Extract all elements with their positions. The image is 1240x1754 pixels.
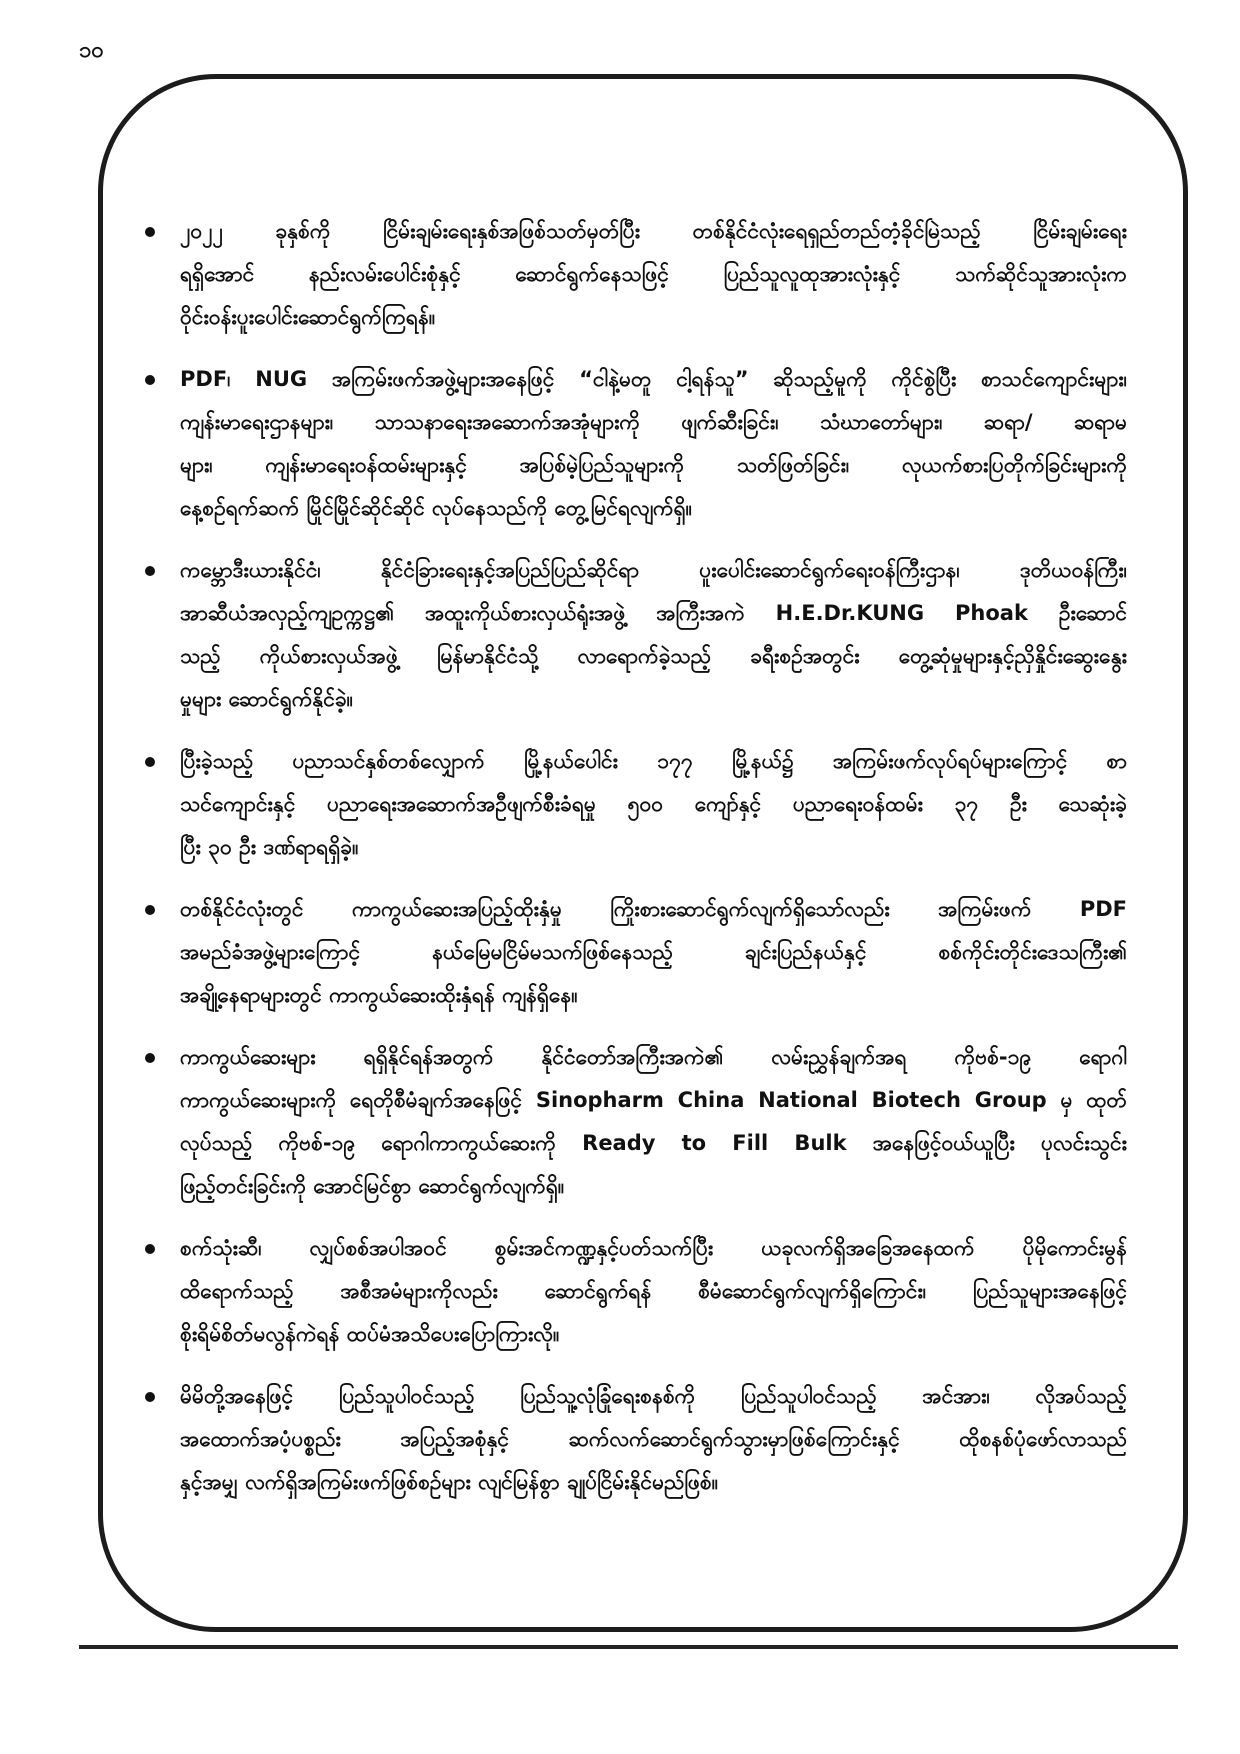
bullet-list bbox=[140, 210, 1140, 1523]
bullet-text-line: ရရှိအောင် နည်းလမ်းပေါင်းစုံနှင့် ဆောင်ရွက်နေသဖြင့် ပြည်သူလူထုအားလုံးနှင့် သက်ဆိုင်သူအားလုံးက bbox=[180, 262, 1127, 286]
bullet-text-line: ဖြည့်တင်းခြင်းကို အောင်မြင်စွာ ဆောင်ရွက်လျက်ရှိ။ bbox=[180, 1174, 565, 1198]
bullet-text-line: ပြီး ၃၀ ဦး ဒဏ်ရာရရှိခဲ့။ bbox=[180, 835, 359, 859]
footer-rule bbox=[79, 1645, 1178, 1649]
bullet-dot-icon bbox=[145, 375, 155, 385]
bullet-item bbox=[140, 740, 1140, 869]
bullet-item bbox=[140, 1227, 1140, 1356]
bullet-dot-icon bbox=[145, 905, 155, 915]
bullet-text-line: တစ်နိုင်ငံလုံးတွင် ကာကွယ်ဆေးအပြည့်ထိုးနှံမှု ကြိုးစားဆောင်ရွက်လျက်ရှိသော်လည်း အကြမ်းဖက် PDF bbox=[180, 897, 1127, 921]
bullet-text-line: အထောက်အပံ့ပစ္စည်း အပြည့်အစုံနှင့် ဆက်လက်ဆောင်ရွက်သွားမှာဖြစ်ကြောင်းနှင့် ထိုစနစ်ပုံဖော်လာသည် bbox=[180, 1427, 1127, 1451]
bullet-item bbox=[140, 549, 1140, 721]
bullet-text bbox=[180, 1375, 1127, 1504]
bullet-item bbox=[140, 358, 1140, 530]
bullet-text-line: ပြီးခဲ့သည့် ပညာသင်နှစ်တစ်လျှောက် မြို့နယ်ပေါင်း ၁၇၇ မြို့နယ်၌ အကြမ်းဖက်လုပ်ရပ်များကြောင့် စာ bbox=[180, 749, 1127, 773]
bullet-text-line: PDF၊ NUG အကြမ်းဖက်အဖွဲ့များအနေဖြင့် “ငါနဲ့မတူ ငါ့ရန်သူ” ဆိုသည့်မူကို ကိုင်စွဲပြီး စာသင်ကျောင်းများ၊ bbox=[180, 367, 1127, 391]
bullet-text-line: လုပ်သည့် ကိုဗစ်-၁၉ ရောဂါကာကွယ်ဆေးကို Ready to Fill Bulk အနေဖြင့်ဝယ်ယူပြီး ပုလင်းသွင်း bbox=[180, 1131, 1127, 1155]
bullet-dot-icon bbox=[145, 1053, 155, 1063]
bullet-text-line: ကာကွယ်ဆေးများ ရရှိနိုင်ရန်အတွက် နိုင်ငံတော်အကြီးအကဲ၏ လမ်းညွှန်ချက်အရ ကိုဗစ်-၁၉ ရောဂါ bbox=[180, 1045, 1127, 1069]
bullet-text-line: ကျန်းမာရေးဌာနများ၊ သာသနာရေးအဆောက်အအုံများကို ဖျက်ဆီးခြင်း၊ သံဃာတော်များ၊ ဆရာ/ ဆရာမ bbox=[180, 410, 1127, 434]
bullet-text-line: ဝိုင်းဝန်းပူးပေါင်းဆောင်ရွက်ကြရန်။ bbox=[180, 305, 436, 329]
bullet-text bbox=[180, 549, 1127, 721]
bullet-item bbox=[140, 1375, 1140, 1504]
bullet-dot-icon bbox=[145, 1244, 155, 1254]
bullet-text-line: ကာကွယ်ဆေးများကို ရေတိုစီမံချက်အနေဖြင့် Sinopharm China National Biotech Group မှ ထုတ် bbox=[180, 1088, 1127, 1112]
bullet-text-line: များ၊ ကျန်းမာရေးဝန်ထမ်းများနှင့် အပြစ်မဲ့ပြည်သူများကို သတ်ဖြတ်ခြင်း၊ လုယက်စားပြတိုက်ခြင်းများကို bbox=[180, 453, 1127, 477]
bullet-text-line: နေ့စဉ်ရက်ဆက် မြိုင်မြိုင်ဆိုင်ဆိုင် လုပ်နေသည်ကို တွေ့မြင်ရလျက်ရှိ။ bbox=[180, 496, 692, 520]
bullet-text-line: စိုးရိမ်စိတ်မလွန်ကဲရန် ထပ်မံအသိပေးပြောကြားလို။ bbox=[180, 1322, 560, 1346]
bullet-text bbox=[180, 210, 1127, 339]
bullet-item bbox=[140, 1036, 1140, 1208]
bullet-text-line: စက်သုံးဆီ၊ လျှပ်စစ်အပါအဝင် စွမ်းအင်ကဏ္ဍနှင့်ပတ်သက်ပြီး ယခုလက်ရှိအခြေအနေထက် ပိုမိုကောင်းမွန် bbox=[180, 1236, 1127, 1260]
bullet-text bbox=[180, 888, 1127, 1017]
bullet-text-line: အမည်ခံအဖွဲ့များကြောင့် နယ်မြေမငြိမ်မသက်ဖြစ်နေသည့် ချင်းပြည်နယ်နှင့် စစ်ကိုင်းတိုင်းဒေသကြီး၏ bbox=[180, 940, 1127, 964]
bullet-text bbox=[180, 1036, 1127, 1208]
bullet-text bbox=[180, 1227, 1127, 1356]
bullet-text-line: နှင့်အမျှ လက်ရှိအကြမ်းဖက်ဖြစ်စဉ်များ လျင်မြန်စွာ ချုပ်ငြိမ်းနိုင်မည်ဖြစ်။ bbox=[180, 1470, 719, 1494]
bullet-text bbox=[180, 740, 1127, 869]
bullet-text-line: မှုများ ဆောင်ရွက်နိုင်ခဲ့။ bbox=[180, 687, 354, 711]
bullet-dot-icon bbox=[145, 1392, 155, 1402]
bullet-text bbox=[180, 358, 1127, 530]
bullet-text-line: အချို့နေရာများတွင် ကာကွယ်ဆေးထိုးနှံရန် ကျန်ရှိနေ။ bbox=[180, 983, 578, 1007]
bullet-text-line: ထိရောက်သည့် အစီအမံများကိုလည်း ဆောင်ရွက်ရန် စီမံဆောင်ရွက်လျက်ရှိကြောင်း၊ ပြည်သူများအနေဖြင့် bbox=[180, 1279, 1127, 1303]
bullet-dot-icon bbox=[145, 566, 155, 576]
bullet-item bbox=[140, 210, 1140, 339]
bullet-text-line: အာဆီယံအလှည့်ကျဥက္ကဋ္ဌ၏ အထူးကိုယ်စားလှယ်ရုံးအဖွဲ့ အကြီးအကဲ H.E.Dr.KUNG Phoak ဦးဆောင် bbox=[180, 601, 1127, 625]
bullet-text-line: ၂၀၂၂ ခုနှစ်ကို ငြိမ်းချမ်းရေးနှစ်အဖြစ်သတ်မှတ်ပြီး တစ်နိုင်ငံလုံးရေရှည်တည်တံ့ခိုင်မြဲသည့် ငြိမ်းချမ်းရေး bbox=[180, 219, 1127, 243]
bullet-text-line: သင်ကျောင်းနှင့် ပညာရေးအဆောက်အဦဖျက်စီးခံရမှု ၅၀၀ ကျော်နှင့် ပညာရေးဝန်ထမ်း ၃၇ ဦး သေဆုံးခဲ့ bbox=[180, 792, 1127, 816]
bullet-item bbox=[140, 888, 1140, 1017]
page-number: ၁၀ bbox=[79, 38, 104, 63]
bullet-text-line: မိမိတို့အနေဖြင့် ပြည်သူပါဝင်သည့် ပြည်သူ့လုံခြုံရေးစနစ်ကို ပြည်သူပါဝင်သည့် အင်အား၊ လိုအပ်သည့် bbox=[180, 1384, 1127, 1408]
bullet-dot-icon bbox=[145, 757, 155, 767]
bullet-text-line: သည့် ကိုယ်စားလှယ်အဖွဲ့ မြန်မာနိုင်ငံသို့ လာရောက်ခဲ့သည့် ခရီးစဉ်အတွင်း တွေ့ဆုံမှုများနှင့်ညှိနှိုင်းဆွေးနွေး bbox=[180, 644, 1127, 668]
bullet-dot-icon bbox=[145, 227, 155, 237]
bullet-text-line: ကမ္ဘောဒီးယားနိုင်ငံ၊ နိုင်ငံခြားရေးနှင့်အပြည်ပြည်ဆိုင်ရာ ပူးပေါင်းဆောင်ရွက်ရေးဝန်ကြီးဌာန၊ ဒုတိယဝန်ကြီး၊ bbox=[180, 558, 1127, 582]
